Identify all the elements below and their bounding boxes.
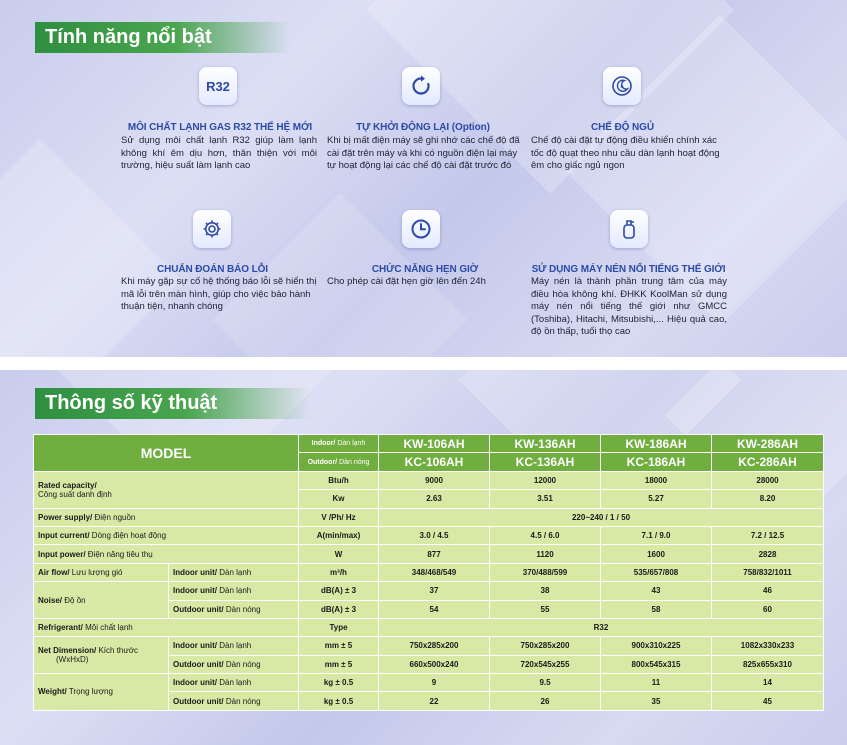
value-cell: 758/832/1011 bbox=[712, 563, 824, 581]
feature-description: Cho phép cài đặt hẹn giờ lên đến 24h bbox=[327, 276, 486, 287]
sub-label-indoor-unit: Indoor unit/ Dàn lạnh bbox=[169, 637, 299, 655]
gear-icon bbox=[193, 210, 231, 248]
value-cell: 2.63 bbox=[379, 490, 490, 508]
value-cell: 26 bbox=[490, 692, 601, 710]
table-row bbox=[34, 508, 824, 526]
row-label-input-power: Input power/ Điện năng tiêu thụ bbox=[34, 545, 299, 563]
value-cell: 38 bbox=[490, 582, 601, 600]
value-cell: 12000 bbox=[490, 471, 601, 489]
r32-icon-text: R32 bbox=[206, 78, 230, 94]
feature-description: Chế độ cài đặt tự động điều khiển chính xác tốc độ quạt theo nhu cầu dàn lạnh hoạt động êm cho giấc ngủ ngon bbox=[531, 135, 720, 171]
specs-title: Thông số kỹ thuật bbox=[35, 388, 310, 419]
row-label-power-supply: Power supply/ Điện nguồn bbox=[34, 508, 299, 526]
feature-title: CHUẨN ĐOÁN BÁO LỖI bbox=[157, 264, 268, 275]
value-cell: R32 bbox=[379, 618, 824, 636]
value-cell: 660x500x240 bbox=[379, 655, 490, 673]
sub-label-indoor-unit: Indoor unit/ Dàn lạnh bbox=[169, 582, 299, 600]
table-row bbox=[34, 637, 824, 655]
unit-cell: kg ± 0.5 bbox=[299, 692, 379, 710]
sub-label-indoor-unit: Indoor unit/ Dàn lạnh bbox=[169, 563, 299, 581]
value-cell: 1600 bbox=[601, 545, 712, 563]
outdoor-header: Outdoor/ Dàn nóng bbox=[299, 453, 379, 471]
unit-cell: m³/h bbox=[299, 563, 379, 581]
value-cell: 9000 bbox=[379, 471, 490, 489]
value-cell: 54 bbox=[379, 600, 490, 618]
value-cell: 750x285x200 bbox=[379, 637, 490, 655]
row-label-noise: Noise/ Độ ồn bbox=[34, 582, 169, 619]
outdoor-model: KC-106AH bbox=[379, 453, 490, 471]
table-row bbox=[34, 545, 824, 563]
value-cell: 825x655x310 bbox=[712, 655, 824, 673]
sub-label-outdoor-unit: Outdoor unit/ Dàn nóng bbox=[169, 655, 299, 673]
feature-title: SỬ DỤNG MÁY NÉN NỔI TIẾNG THẾ GIỚI bbox=[531, 264, 726, 275]
value-cell: 3.51 bbox=[490, 490, 601, 508]
indoor-header: Indoor/ Dàn lạnh bbox=[299, 435, 379, 453]
panel-separator bbox=[0, 357, 847, 370]
value-cell: 535/657/808 bbox=[601, 563, 712, 581]
model-header: MODEL bbox=[34, 435, 299, 472]
value-cell: 45 bbox=[712, 692, 824, 710]
value-cell: 4.5 / 6.0 bbox=[490, 526, 601, 544]
row-label-refrigerant: Refrigerant/ Môi chất lạnh bbox=[34, 618, 299, 636]
value-cell: 800x545x315 bbox=[601, 655, 712, 673]
feature-title: MÔI CHẤT LẠNH GAS R32 THẾ HỆ MỚI bbox=[127, 122, 313, 133]
unit-cell: Kw bbox=[299, 490, 379, 508]
spec-table bbox=[33, 434, 824, 711]
value-cell: 7.2 / 12.5 bbox=[712, 526, 824, 544]
feature-title: CHỨC NĂNG HẸN GIỜ bbox=[371, 264, 479, 275]
value-cell: 37 bbox=[379, 582, 490, 600]
unit-cell: mm ± 5 bbox=[299, 655, 379, 673]
features-title: Tính năng nổi bật bbox=[35, 22, 290, 53]
value-cell: 3.0 / 4.5 bbox=[379, 526, 490, 544]
sleep-mode-icon bbox=[603, 67, 641, 105]
unit-cell: W bbox=[299, 545, 379, 563]
value-cell: 8.20 bbox=[712, 490, 824, 508]
r32-icon bbox=[199, 67, 237, 105]
value-cell: 11 bbox=[601, 674, 712, 692]
value-cell: 348/468/549 bbox=[379, 563, 490, 581]
unit-cell: Type bbox=[299, 618, 379, 636]
row-label-rated-capacity: Rated capacity/ Công suất danh định bbox=[34, 471, 299, 508]
value-cell: 220~240 / 1 / 50 bbox=[379, 508, 824, 526]
unit-cell: mm ± 5 bbox=[299, 637, 379, 655]
indoor-model: KW-106AH bbox=[379, 435, 490, 453]
value-cell: 720x545x255 bbox=[490, 655, 601, 673]
unit-cell: Btu/h bbox=[299, 471, 379, 489]
value-cell: 14 bbox=[712, 674, 824, 692]
row-label-net-dimension: Net Dimension/ Kích thước (WxHxD) bbox=[34, 637, 169, 674]
value-cell: 55 bbox=[490, 600, 601, 618]
row-label-input-current: Input current/ Dòng điện hoạt động bbox=[34, 526, 299, 544]
value-cell: 2828 bbox=[712, 545, 824, 563]
value-cell: 58 bbox=[601, 600, 712, 618]
sub-label-indoor-unit: Indoor unit/ Dàn lạnh bbox=[169, 674, 299, 692]
table-row bbox=[34, 618, 824, 636]
table-row bbox=[34, 563, 824, 581]
value-cell: 7.1 / 9.0 bbox=[601, 526, 712, 544]
clock-icon bbox=[402, 210, 440, 248]
value-cell: 9 bbox=[379, 674, 490, 692]
table-row bbox=[34, 471, 824, 489]
unit-cell: V /Ph/ Hz bbox=[299, 508, 379, 526]
feature-title: TỰ KHỞI ĐỘNG LẠI (Option) bbox=[356, 122, 490, 133]
value-cell: 18000 bbox=[601, 471, 712, 489]
value-cell: 1082x330x233 bbox=[712, 637, 824, 655]
value-cell: 900x310x225 bbox=[601, 637, 712, 655]
sub-label-outdoor-unit: Outdoor unit/ Dàn nóng bbox=[169, 692, 299, 710]
unit-cell: dB(A) ± 3 bbox=[299, 582, 379, 600]
feature-title: CHẾ ĐỘ NGỦ bbox=[591, 122, 654, 133]
outdoor-model: KC-286AH bbox=[712, 453, 824, 471]
table-row bbox=[34, 582, 824, 600]
value-cell: 750x285x200 bbox=[490, 637, 601, 655]
row-label-air-flow: Air flow/ Lưu lượng gió bbox=[34, 563, 169, 581]
value-cell: 46 bbox=[712, 582, 824, 600]
outdoor-model: KC-186AH bbox=[601, 453, 712, 471]
feature-description: Khi máy gặp sự cố hệ thống báo lỗi sẽ hiển thị mã lỗi trên màn hình, giúp cho việc bảo hành thuận tiện, nhanh chóng bbox=[121, 276, 317, 312]
restart-icon bbox=[402, 67, 440, 105]
indoor-model: KW-136AH bbox=[490, 435, 601, 453]
table-row bbox=[34, 526, 824, 544]
value-cell: 1120 bbox=[490, 545, 601, 563]
compressor-icon bbox=[610, 210, 648, 248]
value-cell: 5.27 bbox=[601, 490, 712, 508]
sub-label-outdoor-unit: Outdoor unit/ Dàn nóng bbox=[169, 600, 299, 618]
value-cell: 35 bbox=[601, 692, 712, 710]
value-cell: 22 bbox=[379, 692, 490, 710]
value-cell: 370/488/599 bbox=[490, 563, 601, 581]
feature-description: Sử dụng môi chất lạnh R32 giúp làm lạnh không khí êm dịu hơn, thân thiện với môi trường, hiệu suất làm lạnh cao bbox=[121, 135, 317, 171]
value-cell: 60 bbox=[712, 600, 824, 618]
value-cell: 43 bbox=[601, 582, 712, 600]
table-row bbox=[34, 435, 824, 453]
indoor-model: KW-186AH bbox=[601, 435, 712, 453]
unit-cell: kg ± 0.5 bbox=[299, 674, 379, 692]
unit-cell: dB(A) ± 3 bbox=[299, 600, 379, 618]
feature-description: Khi bị mất điện máy sẽ ghi nhớ các chế độ đã cài đặt trên máy và khi có nguồn điện lại máy tự hoạt động lại các chế độ cài đặt trước đó bbox=[327, 135, 520, 171]
unit-cell: A(min/max) bbox=[299, 526, 379, 544]
feature-description: Máy nén là thành phần trung tâm của máy điều hòa không khí. ĐHKK KoolMan sử dụng máy nén nổi tiếng thế giới như GMCC (Toshiba), Hitachi, Mitsubishi,... Hiệu quả cao, độ ồn thấp, tuổi thọ cao bbox=[531, 276, 727, 337]
value-cell: 877 bbox=[379, 545, 490, 563]
value-cell: 9.5 bbox=[490, 674, 601, 692]
outdoor-model: KC-136AH bbox=[490, 453, 601, 471]
value-cell: 28000 bbox=[712, 471, 824, 489]
table-row bbox=[34, 674, 824, 692]
features-panel bbox=[0, 0, 847, 357]
indoor-model: KW-286AH bbox=[712, 435, 824, 453]
row-label-weight: Weight/ Trọng lượng bbox=[34, 674, 169, 711]
